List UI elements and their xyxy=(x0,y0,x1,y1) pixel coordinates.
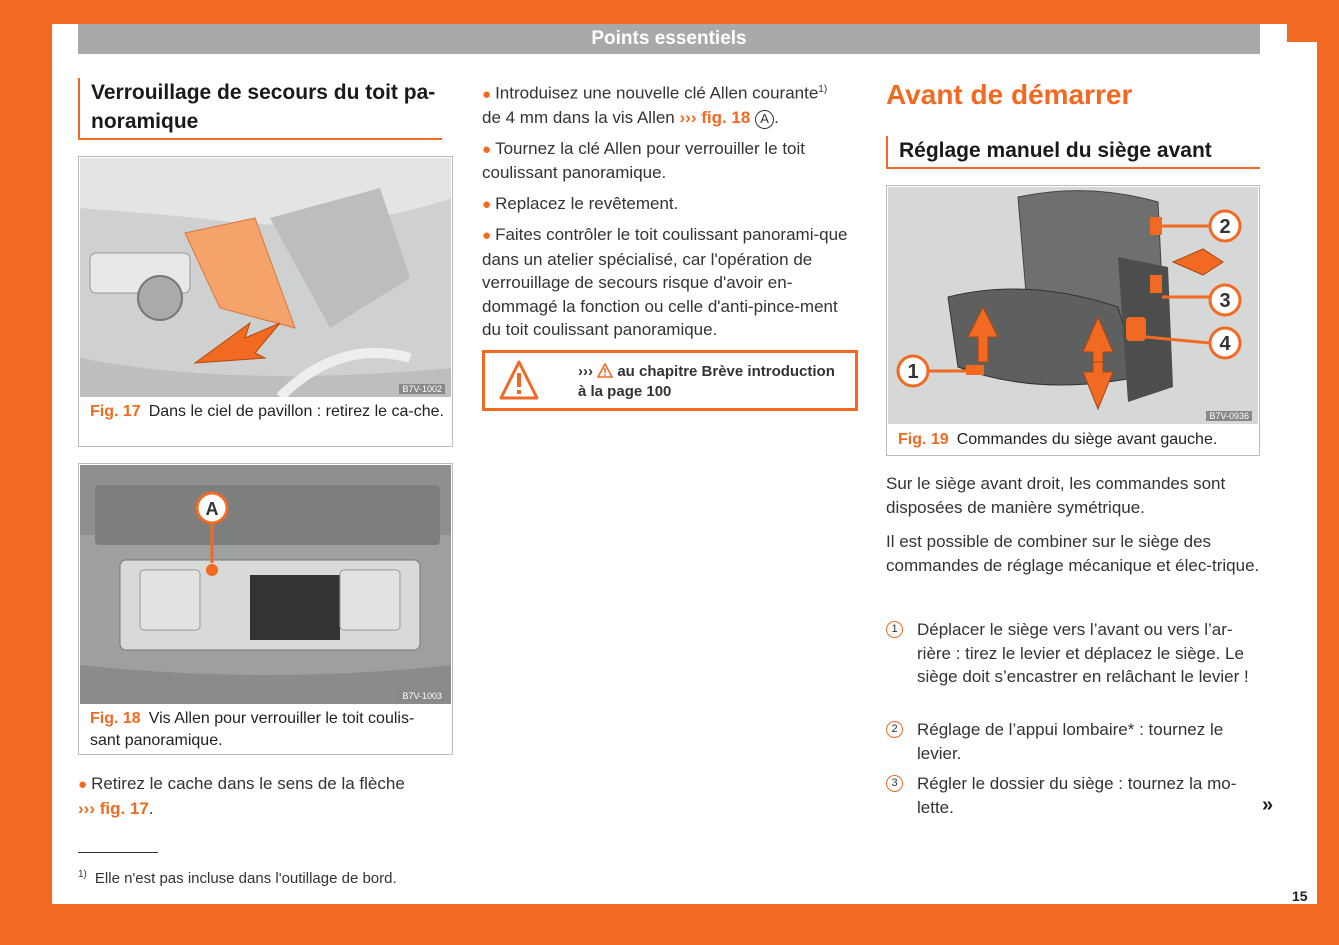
step-workshop-check-text: Faites contrôler le toit coulissant panorami-que dans un atelier spécialisé, car l'opération de verrouillage de secours risque d'avoir en-dommagé la fonction ou celle d'anti-pince-ment du toit coulissant panoramique. xyxy=(482,225,848,340)
step-turn-key xyxy=(482,137,858,185)
figure-19-callout-1: 1 xyxy=(907,361,919,383)
step-insert-key xyxy=(482,78,858,130)
figure-17-image xyxy=(80,158,451,397)
figure-19-code: B7V-0936 xyxy=(1206,411,1252,421)
para-symmetric: Sur le siège avant droit, les commandes sont disposées de manière symétrique. xyxy=(886,474,1226,517)
section-title-emergency-lock: Verrouillage de secours du toit pa- noramique xyxy=(78,78,442,140)
footnote-divider xyxy=(78,852,158,853)
step-insert-key-text: Introduisez une nouvelle clé Allen courante xyxy=(495,83,819,103)
warning-box xyxy=(482,350,858,411)
figure-19-image xyxy=(888,187,1258,424)
warning-line2: à la page 100 xyxy=(578,383,672,400)
figure-17-caption xyxy=(90,401,444,423)
footnote-ref: 1) xyxy=(818,84,828,95)
figure-17-code: B7V-1002 xyxy=(399,384,445,394)
figure-18-code: B7V-1003 xyxy=(399,691,445,701)
step-insert-key-text2: de 4 mm dans la vis Allen xyxy=(482,108,675,128)
step-insert-key-end: . xyxy=(774,108,779,128)
small-warning-icon xyxy=(597,363,613,378)
step-workshop-check xyxy=(482,223,858,342)
step-replace-lining xyxy=(482,192,858,217)
figure-17 xyxy=(78,156,453,447)
warning-line1: au chapitre Brève introduction xyxy=(617,363,835,380)
figure-19 xyxy=(886,185,1260,456)
figure-18-callout-a: A xyxy=(205,499,219,519)
seat-paragraphs xyxy=(886,472,1260,584)
list-item-text: Régler le dossier du siège : tournez la mo-lette. xyxy=(917,774,1237,817)
figure-19-caption-text: Commandes du siège avant gauche. xyxy=(956,431,1218,448)
bullet-icon: ● xyxy=(482,227,492,245)
figure-19-callout-2: 2 xyxy=(1219,216,1231,238)
page-edge-tab xyxy=(1287,42,1317,904)
figure-18-image xyxy=(80,465,451,704)
middle-steps xyxy=(482,78,858,349)
footnote xyxy=(78,869,397,887)
footnote-text: Elle n'est pas incluse dans l'outillage de bord. xyxy=(94,870,397,887)
fig17-link[interactable]: ››› fig. 17 xyxy=(78,798,149,818)
list-number: 3 xyxy=(886,775,903,792)
figure-19-callout-4: 4 xyxy=(1219,333,1231,355)
chapter-title: Avant de démarrer xyxy=(886,79,1133,110)
figure-19-callout-3: 3 xyxy=(1219,290,1231,312)
list-item-text: Déplacer le siège vers l’avant ou vers l’ar-rière : tirez le levier et déplacez le siège. Le siège doit s’encastrer en relâchant le levier ! xyxy=(917,620,1249,686)
warning-prefix: ››› xyxy=(578,363,593,380)
figure-18-caption xyxy=(90,708,444,752)
para-combined: Il est possible de combiner sur le siège des commandes de réglage mécanique et élec-trique. xyxy=(886,532,1260,575)
list-item-text: Réglage de l’appui lombaire* : tournez le levier. xyxy=(917,720,1224,763)
bullet-icon: ● xyxy=(482,195,492,213)
figure-19-number: Fig. 19 xyxy=(898,431,949,448)
list-number: 1 xyxy=(886,621,903,638)
figure-18-caption-text: Vis Allen pour verrouiller le toit coulis-sant panoramique. xyxy=(90,710,415,749)
step-replace-lining-text: Replacez le revêtement. xyxy=(495,193,679,213)
warning-reference[interactable] xyxy=(578,362,835,402)
page-number: 15 xyxy=(1292,888,1308,904)
step-remove-cover-text: Retirez le cache dans le sens de la flèche xyxy=(91,774,405,793)
list-number: 2 xyxy=(886,721,903,738)
figure-18-number: Fig. 18 xyxy=(90,710,141,727)
bullet-icon: ● xyxy=(482,85,492,103)
label-a-marker: A xyxy=(755,110,774,129)
step-turn-key-text: Tournez la clé Allen pour verrouiller le toit coulissant panoramique. xyxy=(482,138,805,183)
bullet-icon: ● xyxy=(78,776,88,793)
figure-18 xyxy=(78,463,453,755)
figure-17-caption-text: Dans le ciel de pavillon : retirez le ca-che. xyxy=(148,403,444,420)
step-remove-cover xyxy=(78,772,448,820)
warning-triangle-icon xyxy=(499,359,539,401)
figure-17-number: Fig. 17 xyxy=(90,403,141,420)
fig18-link[interactable]: ››› fig. 18 xyxy=(679,108,751,128)
continued-marker: » xyxy=(1262,794,1274,816)
step-remove-cover-end: . xyxy=(148,798,154,818)
figure-19-caption xyxy=(898,429,1251,451)
page-header: Points essentiels xyxy=(78,24,1260,54)
section-title-seat: Réglage manuel du siège avant xyxy=(886,136,1260,169)
footnote-mark: 1) xyxy=(78,869,87,880)
bullet-icon: ● xyxy=(482,140,492,158)
